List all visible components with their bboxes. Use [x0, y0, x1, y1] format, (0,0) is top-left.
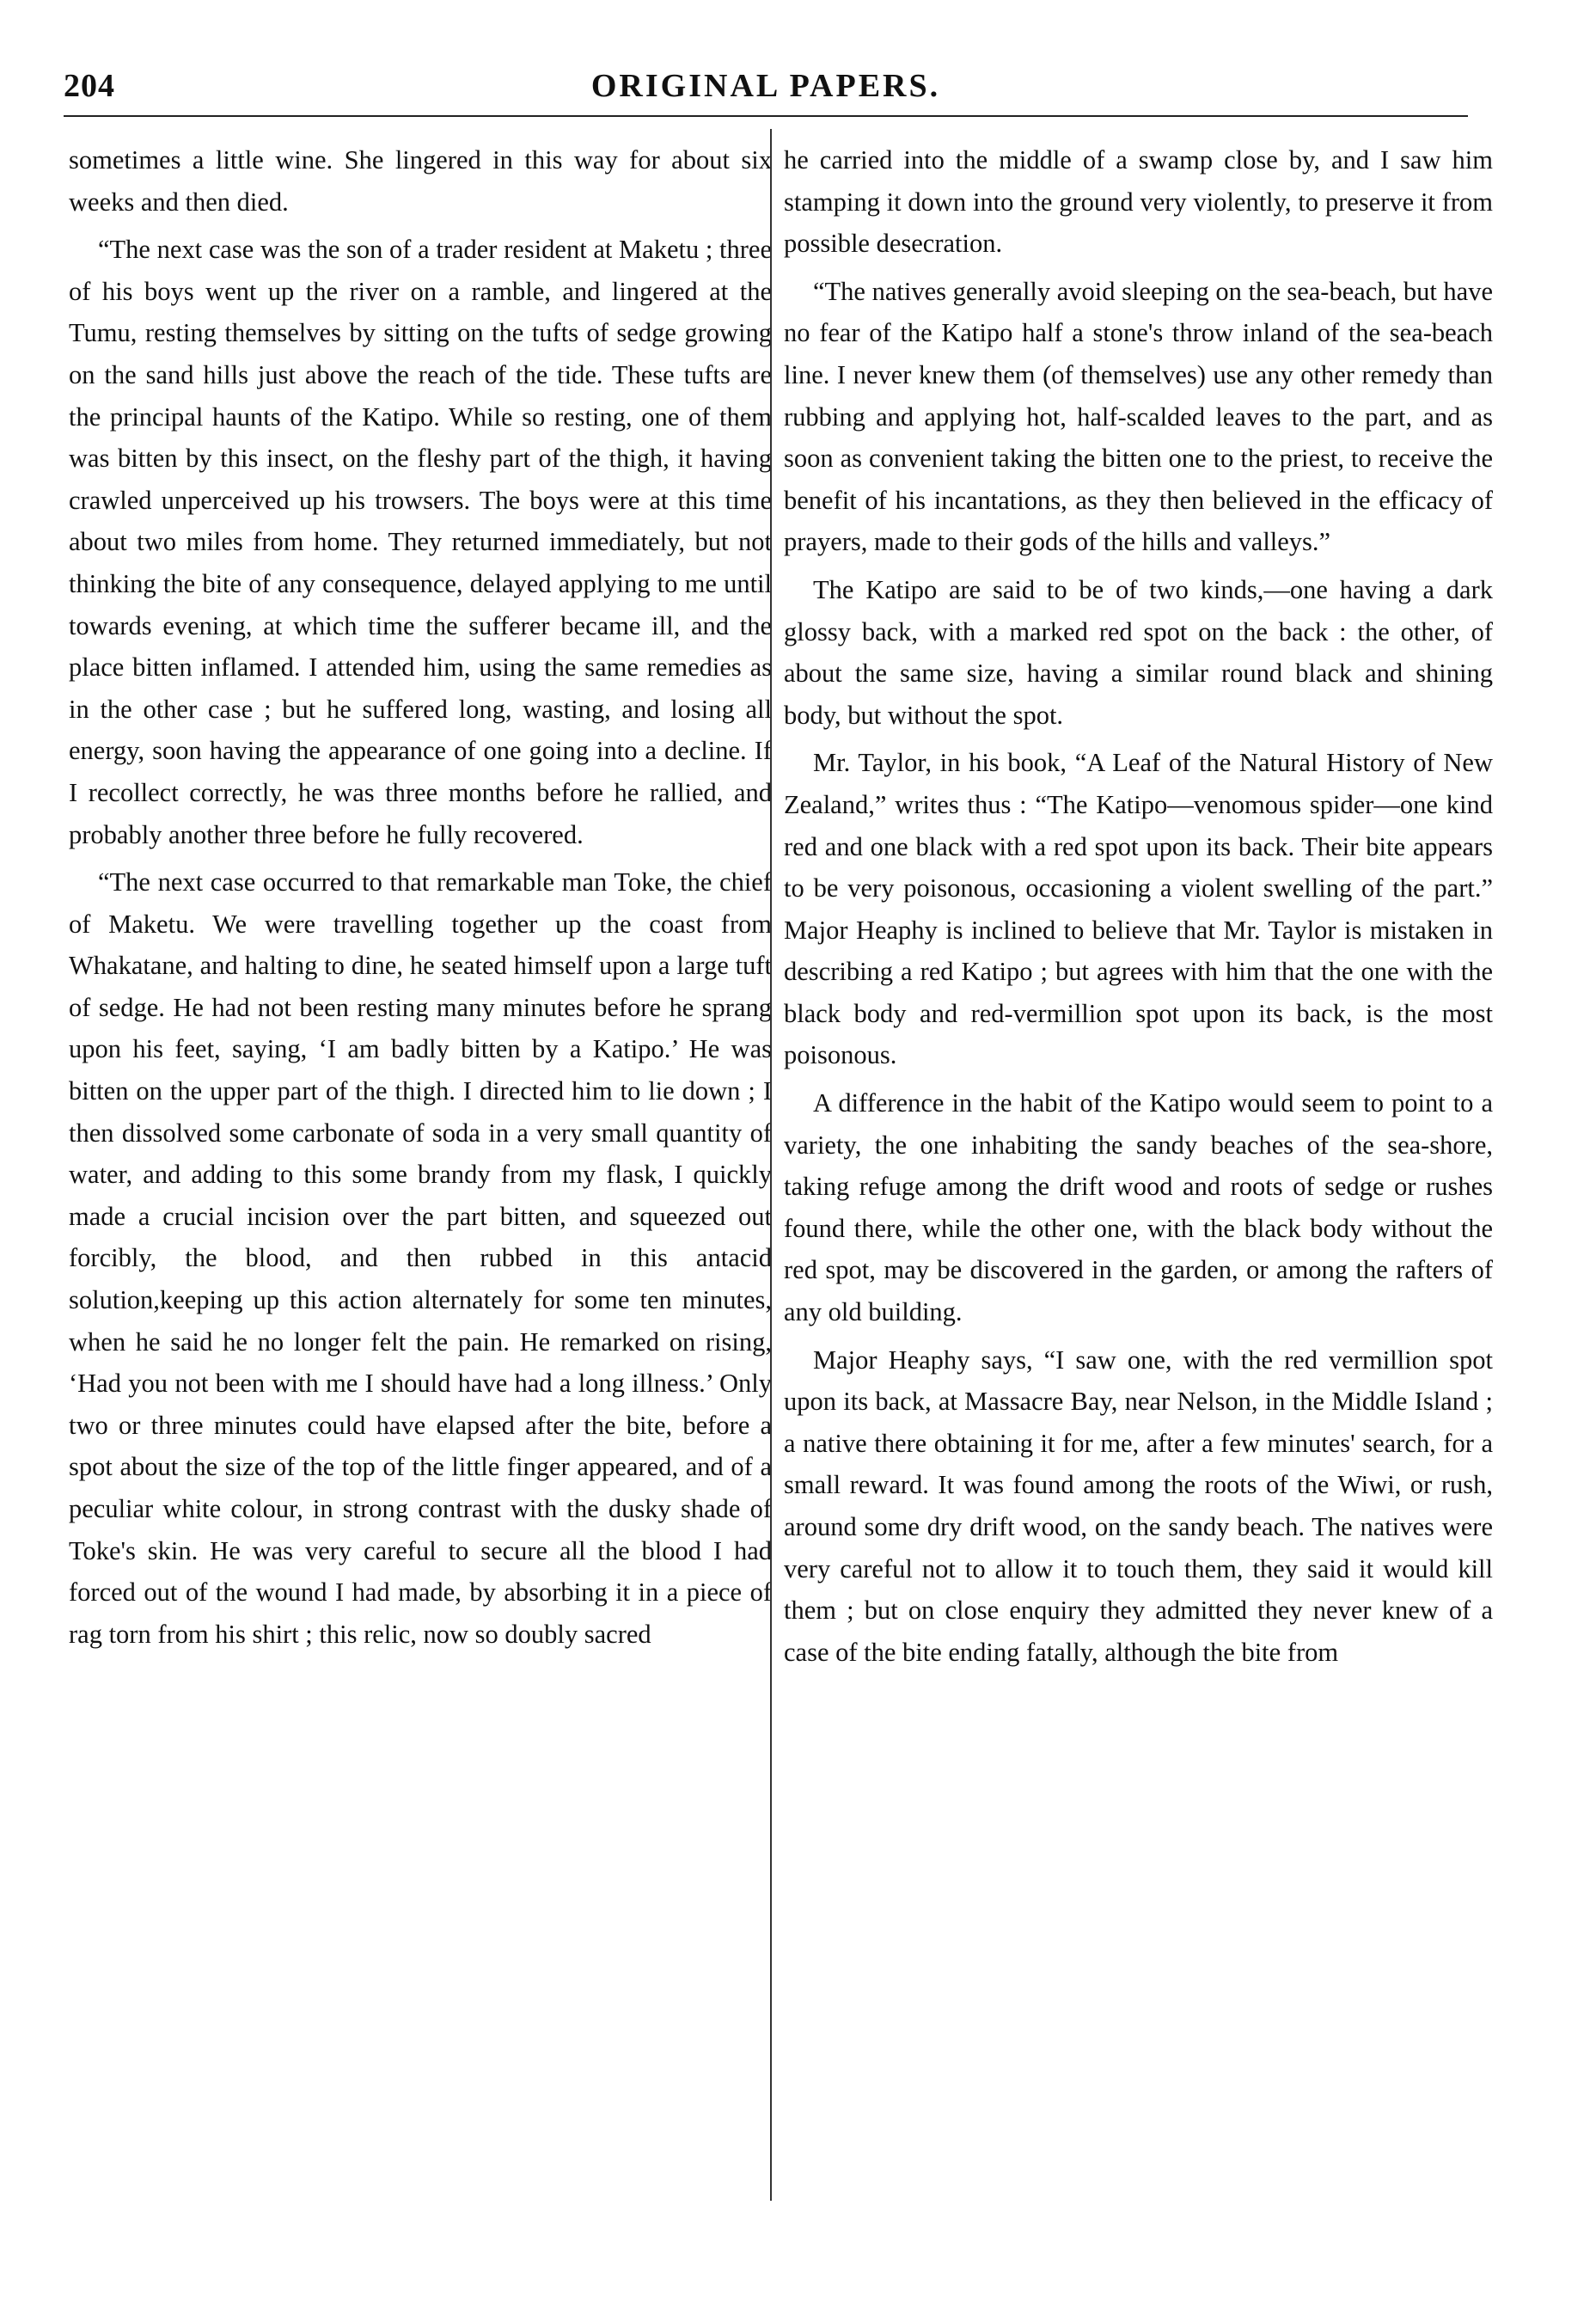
- header-rule: [64, 115, 1468, 117]
- right-paragraph-2: “The natives generally avoid sleeping on the sea-beach, but have no fear of the Katipo half a stone's throw inland of the sea-beach line. I never knew them (of themselves) use any other remedy than rubbing and applying hot, half-scalded leaves to the part, and as soon as convenient taking the bitten one to the priest, to receive the benefit of his incantations, as they then believed in the efficacy of prayers, made to their gods of the hills and valleys.”: [784, 276, 1493, 557]
- right-paragraph-5: A difference in the habit of the Katipo would seem to point to a variety, the one inhabiting the sandy beaches of the sea-shore, taking refuge among the drift wood and roots of sedge or rushes found there, while the other one, with the black body without the red spot, may be discovered in the garden, or among the rafters of any old building.: [784, 1088, 1493, 1327]
- right-paragraph-1: he carried into the middle of a swamp close by, and I saw him stamping it down into the ground very violently, to preserve it from possible desecration.: [784, 145, 1493, 259]
- left-paragraph-2: “The next case was the son of a trader resident at Maketu ; three of his boys went up the river on a ramble, and lingered at the Tumu, resting themselves by sitting on the tufts of sedge growing on the sand hills just above the reach of the tide. These tufts are the principal haunts of the Katipo. While so resting, one of them was bitten by this insect, on the fleshy part of the thigh, it having crawled unperceived up his trowsers. The boys were at this time about two miles from home. They returned immediately, but not thinking the bite of any consequence, delayed applying to me until towards evening, at which time the sufferer became ill, and the place bitten inflamed. I attended him, using the same remedies as in the other case ; but he suffered long, wasting, and losing all energy, soon having the appearance of one going into a decline. If I recollect correctly, he was three months before he rallied, and probably another three before he fully recovered.: [69, 235, 772, 849]
- header-title: ORIGINAL PAPERS.: [590, 68, 941, 104]
- right-paragraph-4: Mr. Taylor, in his book, “A Leaf of the Natural History of New Zealand,” writes thus : “The Katipo—venomous spider—one kind red and one black with a red spot upon its back. Their bite appears to be very poisonous, occasioning a violent swelling of the part.” Major Heaphy is inclined to believe that Mr. Taylor is mistaken in describing a red Katipo ; but agrees with him that the one with the black body and red-vermillion spot upon its back, is the most poisonous.: [784, 748, 1493, 1070]
- right-column: [784, 139, 1493, 1679]
- left-column: [69, 139, 772, 1661]
- left-paragraph-1: sometimes a little wine. She lingered in this way for about six weeks and then died.: [69, 145, 772, 217]
- left-paragraph-3: “The next case occurred to that remarkable man Toke, the chief of Maketu. We were travelling together up the coast from Whakatane, and halting to dine, he seated himself upon a large tuft of sedge. He had not been resting many minutes before he sprang upon his feet, saying, ‘I am badly bitten by a Katipo.’ He was bitten on the upper part of the thigh. I directed him to lie down ; I then dissolved some carbonate of soda in a very small quantity of water, and adding to this some brandy from my flask, I quickly made a crucial incision over the part bitten, and squeezed out forcibly, the blood, and then rubbed in this antacid solution,keeping up this action alternately for some ten minutes, when he said he no longer felt the pain. He remarked on rising, ‘Had you not been with me I should have had a long illness.’ Only two or three minutes could have elapsed after the bite, before a spot about the size of the top of the little finger appeared, and of a peculiar white colour, in strong contrast with the dusky shade of Toke's skin. He was very careful to secure all the blood I had forced out of the wound I had made, by absorbing it in a piece of rag torn from his shirt ; this relic, now so doubly sacred: [69, 867, 772, 1649]
- running-head: [64, 67, 1468, 112]
- right-paragraph-3: The Katipo are said to be of two kinds,—one having a dark glossy back, with a marked red spot on the back : the other, of about the same size, having a similar round black and shining body, but without the spot.: [784, 574, 1493, 730]
- page-number: 204: [64, 68, 115, 104]
- column-divider: [770, 129, 772, 2201]
- right-paragraph-6: Major Heaphy says, “I saw one, with the red vermillion spot upon its back, at Massacre Bay, near Nelson, in the Middle Island ; a native there obtaining it for me, after a few minutes' search, for a small reward. It was found among the roots of the Wiwi, or rush, around some dry drift wood, on the sandy beach. The natives were very careful not to allow it to touch them, they said it would kill them ; but on close enquiry they admitted they never knew of a case of the bite ending fatally, although the bite from: [784, 1345, 1493, 1667]
